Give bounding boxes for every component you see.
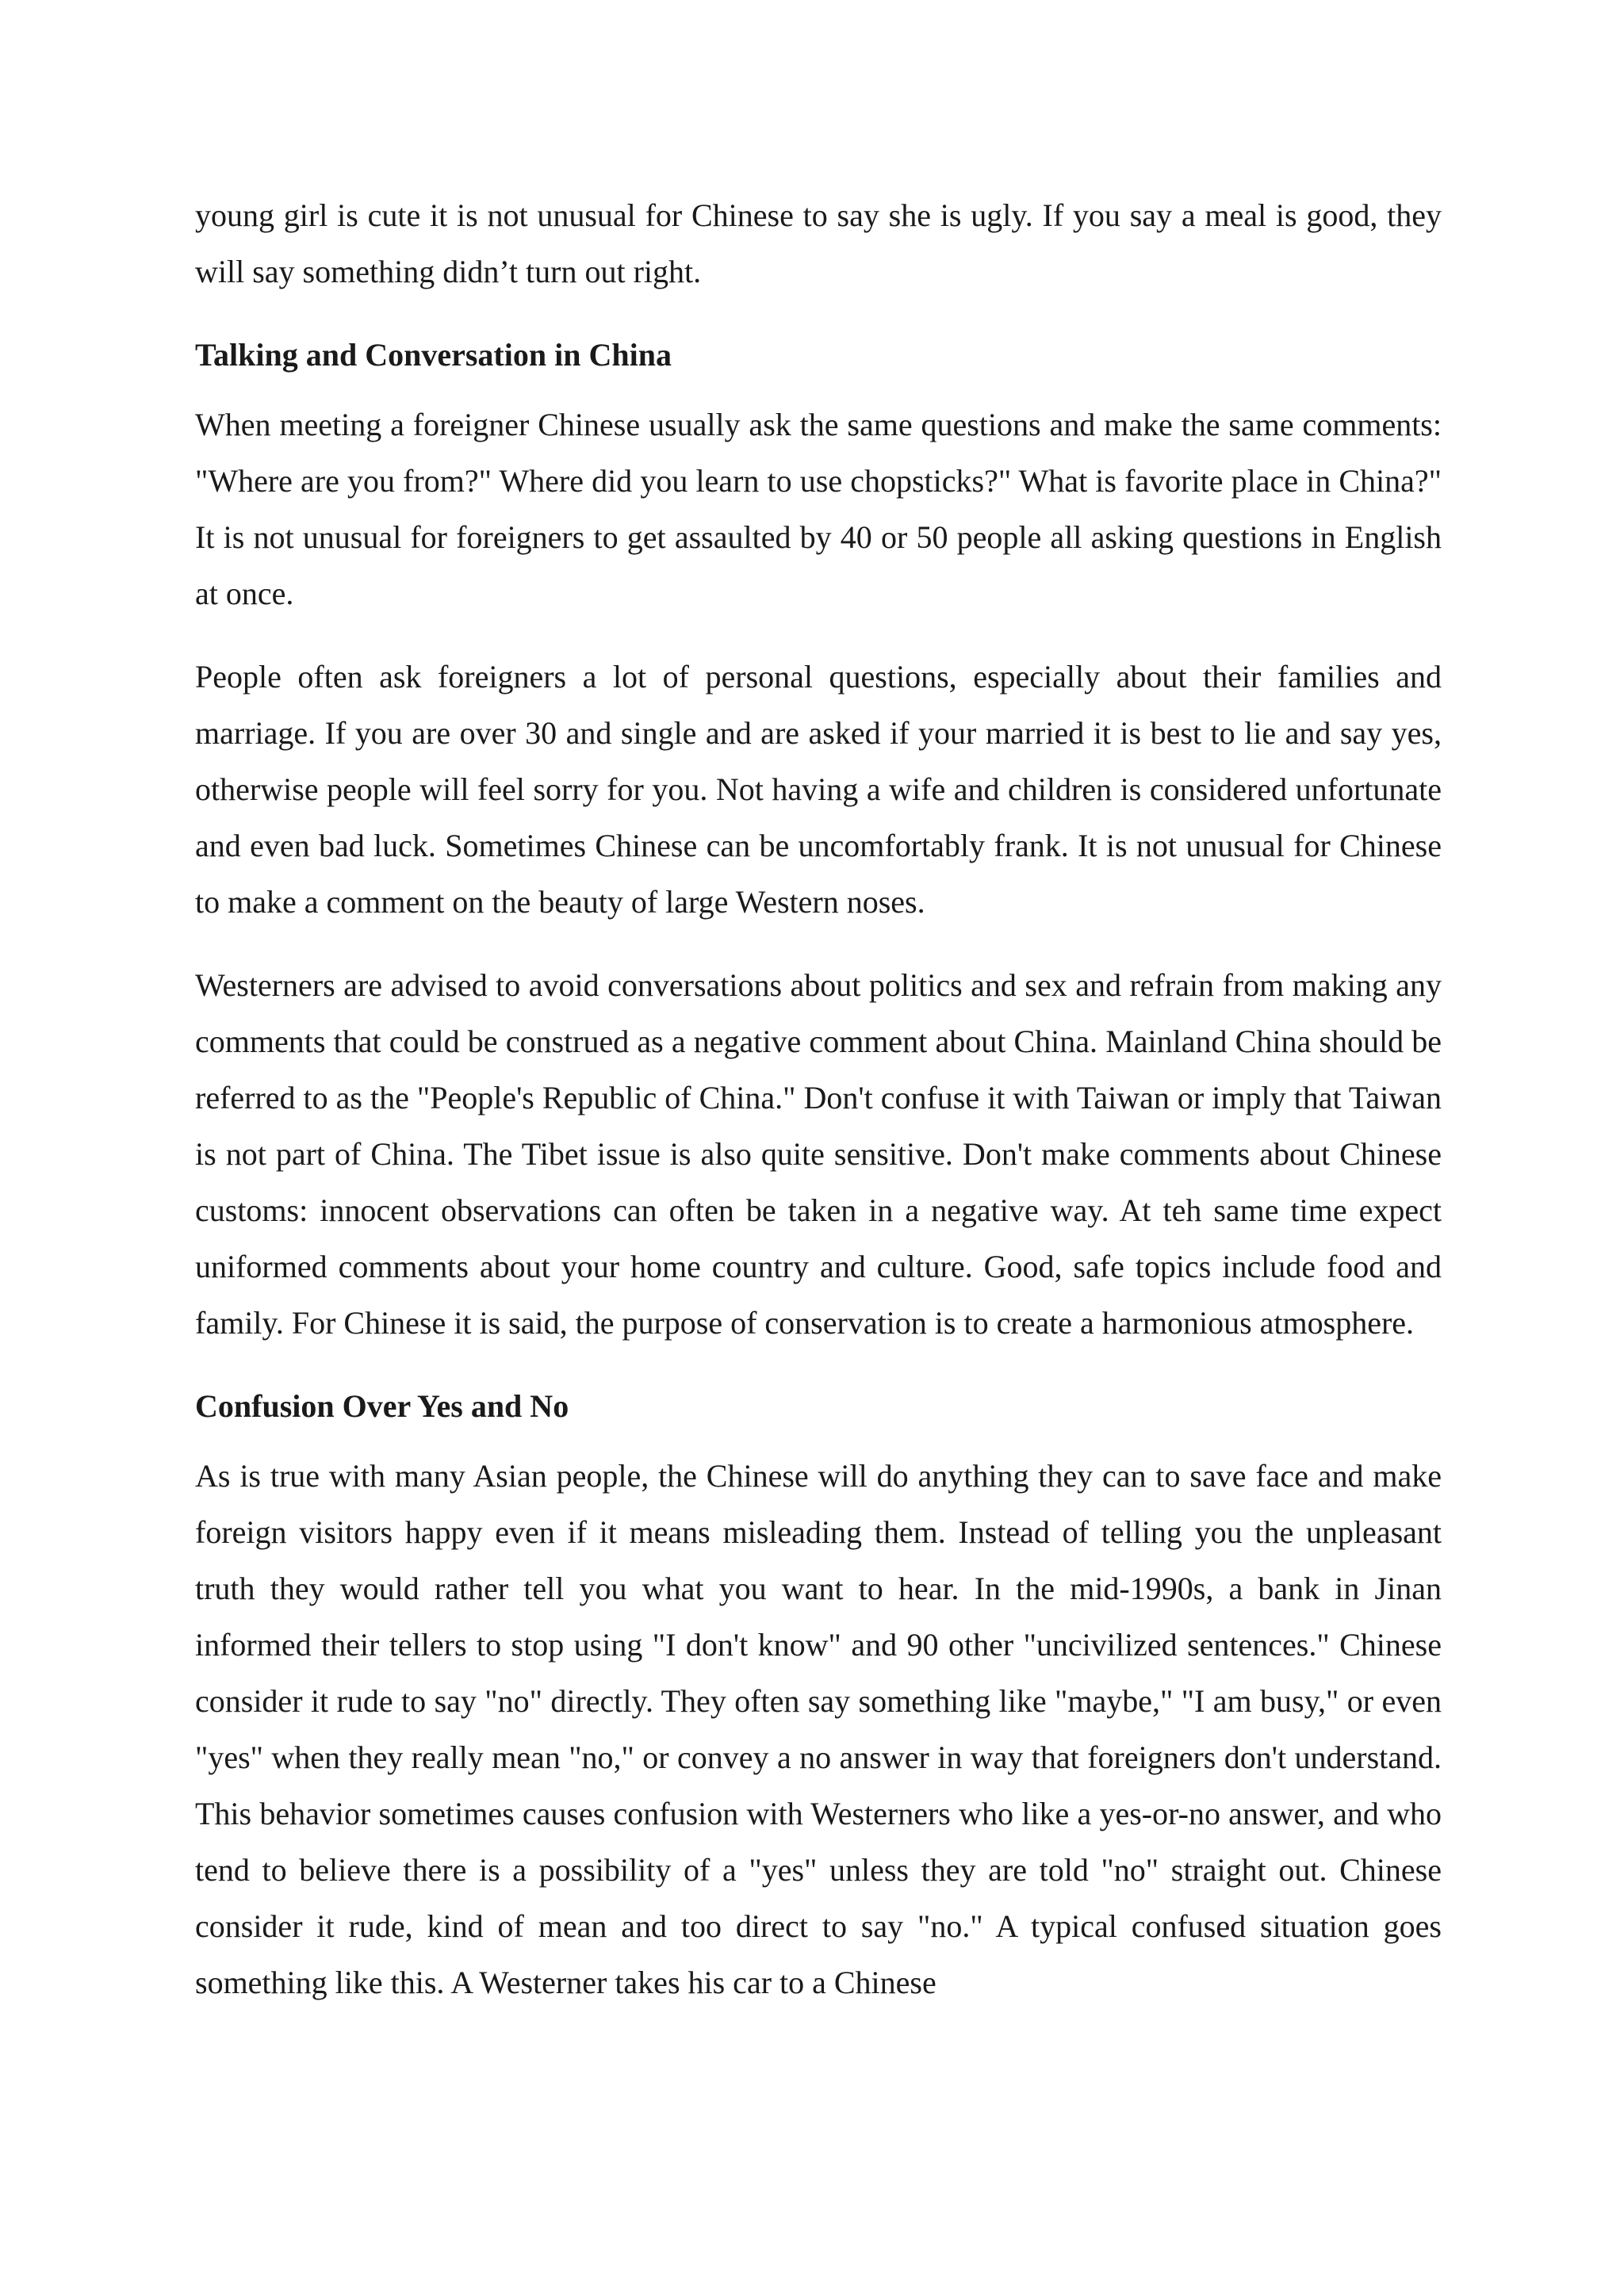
paragraph-intro: young girl is cute it is not unusual for Chinese to say she is ugly. If you say a meal is good, they will say something didn’t turn out right.	[195, 197, 1442, 289]
paragraph-saving-face: As is true with many Asian people, the Chinese will do anything they can to save face and make foreign visitors happy even if it means misleading them. Instead of telling you the unpleasant truth they would rather tell you what you want to hear. In the mid-1990s, a bank in Jinan informed their tellers to stop using "I don't know" and 90 other "uncivilized sentences." Chinese consider it rude to say "no" directly. They often say something like "maybe," "I am busy," or even "yes" when they really mean "no," or convey a no answer in way that foreigners don't understand. This behavior sometimes causes confusion with Westerners who like a yes-or-no answer, and who tend to believe there is a possibility of a "yes" unless they are told "no" straight out. Chinese consider it rude, kind of mean and too direct to say "no." A typical confused situation goes something like this. A Westerner takes his car to a Chinese	[195, 1458, 1442, 2000]
heading-confusion-yes-no: Confusion Over Yes and No	[195, 1388, 569, 1424]
paragraph-sensitive-topics: Westerners are advised to avoid conversations about politics and sex and refrain from making any comments that could be construed as a negative comment about China. Mainland China should be referred to as the "People's Republic of China." Don't confuse it with Taiwan or imply that Taiwan is not part of China. The Tibet issue is also quite sensitive. Don't make comments about Chinese customs: innocent observations can often be taken in a negative way. At teh same time expect uniformed comments about your home country and culture. Good, safe topics include food and family. For Chinese it is said, the purpose of conservation is to create a harmonious atmosphere.	[195, 967, 1442, 1341]
heading-talking-conversation: Talking and Conversation in China	[195, 337, 672, 373]
document-page	[195, 187, 1442, 2038]
paragraph-meeting-foreigner: When meeting a foreigner Chinese usually ask the same questions and make the same comments: "Where are you from?" Where did you learn to use chopsticks?" What is favorite place in China?" It is not unusual for foreigners to get assaulted by 40 or 50 people all asking questions in English at once.	[195, 407, 1442, 611]
paragraph-personal-questions: People often ask foreigners a lot of personal questions, especially about their families and marriage. If you are over 30 and single and are asked if your married it is best to lie and say yes, otherwise people will feel sorry for you. Not having a wife and children is considered unfortunate and even bad luck. Sometimes Chinese can be uncomfortably frank. It is not unusual for Chinese to make a comment on the beauty of large Western noses.	[195, 659, 1442, 920]
